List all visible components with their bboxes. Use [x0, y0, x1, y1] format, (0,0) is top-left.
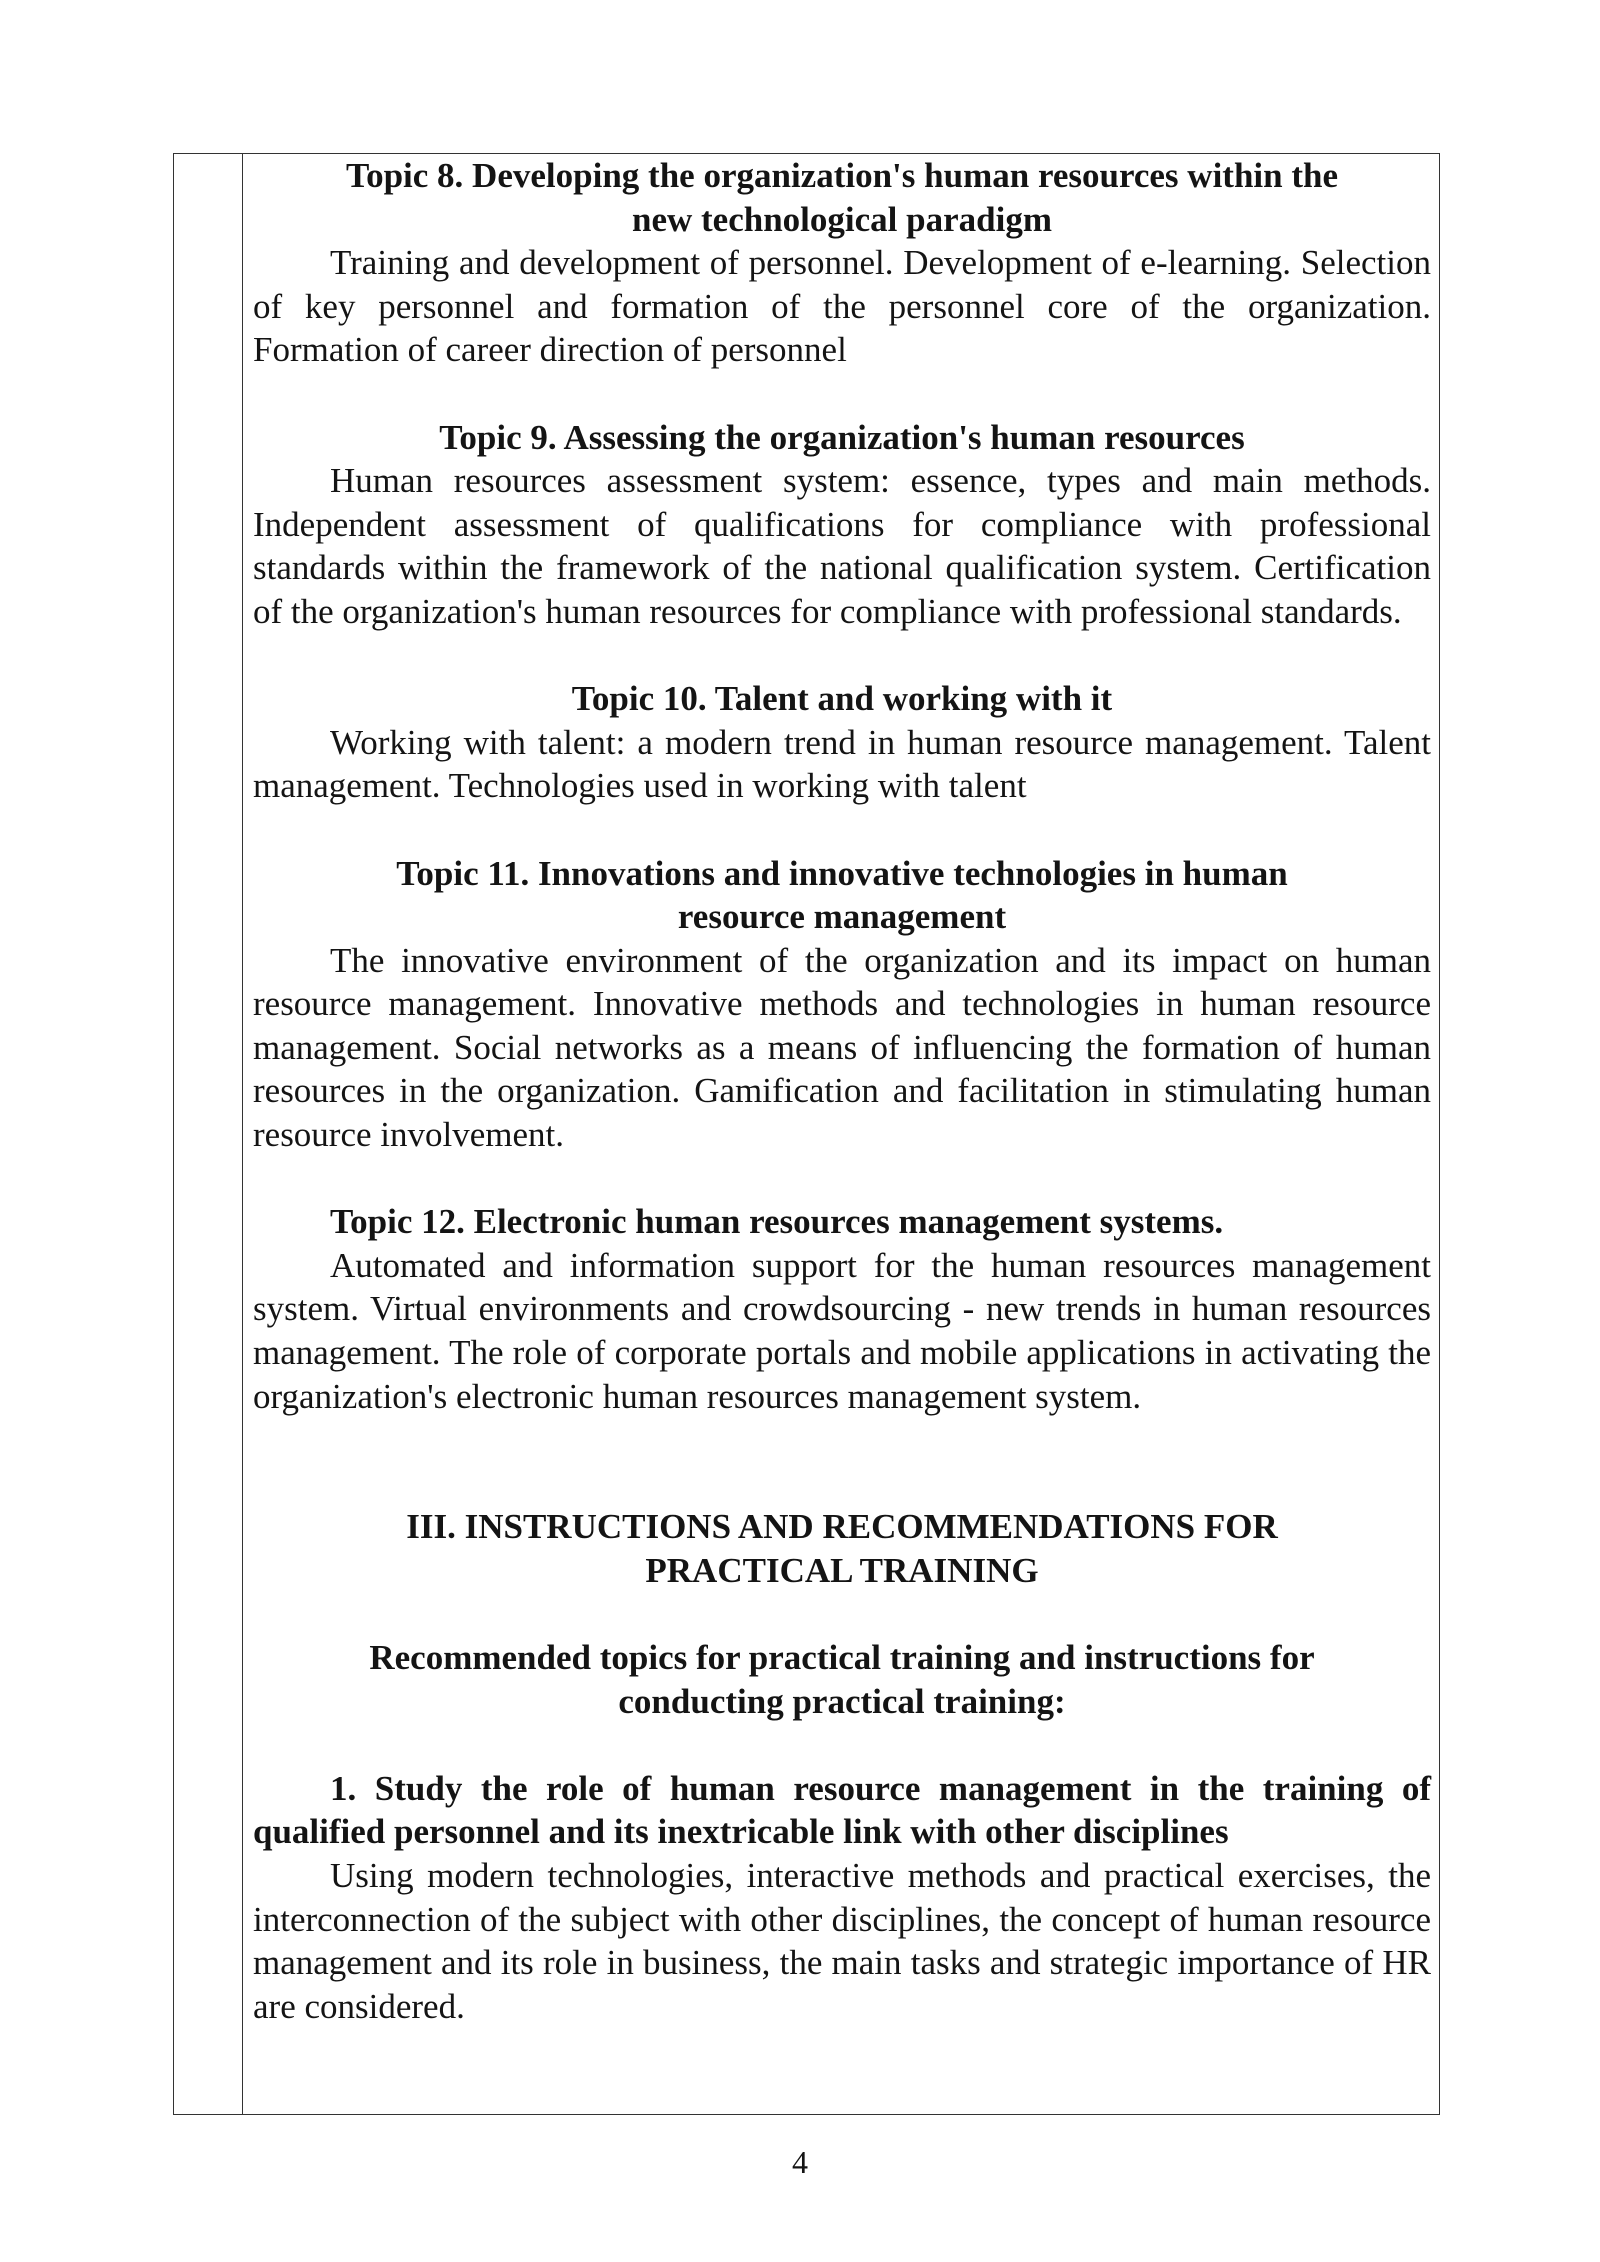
topic-12-body: Automated and information support for the human resources management system. Virtual environments and crowdsourcing - new trends in human resources management. The role of corporate portals and mobile applications in activating the organization's electronic human resources management system. — [253, 1245, 1431, 1416]
item-1-body: Using modern technologies, interactive methods and practical exercises, the interconnection of the subject with other disciplines, the concept of human resource management and its role in business, the main tasks and strategic importance of HR are considered. — [253, 1855, 1431, 2026]
topic-9-body: Human resources assessment system: essence, types and main methods. Independent assessment of qualifications for compliance with professional standards within the framework of the national qualification system. Certification of the organization's human resources for compliance with professional standards. — [253, 461, 1431, 631]
section-subtitle-line-1: Recommended topics for practical training and instructions for — [369, 1638, 1315, 1677]
spacer — [253, 1157, 1431, 1201]
topic-11-title — [253, 852, 1431, 939]
spacer — [253, 808, 1431, 852]
content-table — [173, 153, 1440, 2115]
topic-10-title: Topic 10. Talent and working with it — [571, 679, 1113, 719]
spacer — [253, 1723, 1431, 1767]
spacer — [253, 372, 1431, 416]
spacer — [253, 634, 1431, 678]
topic-11-title-line-1: Topic 11. Innovations and innovative technologies in human — [396, 853, 1288, 893]
section-subtitle-line-2: conducting practical training: — [618, 1681, 1066, 1721]
topic-10-body: Working with talent: a modern trend in human resource management. Talent management. Technologies used in working with talent — [253, 722, 1431, 806]
page-number: 4 — [792, 2144, 808, 2180]
spacer — [253, 1418, 1431, 1505]
section-title-line-2: PRACTICAL TRAINING — [645, 1550, 1039, 1590]
section-title — [253, 1505, 1431, 1592]
left-column — [174, 154, 243, 2114]
topic-9-title: Topic 9. Assessing the organization's human resources — [439, 417, 1245, 457]
topic-8-title-line-1: Topic 8. Developing the organization's human resources within the — [345, 156, 1339, 195]
topic-12-title: Topic 12. Electronic human resources management systems. — [330, 1202, 1224, 1242]
content-cell — [243, 154, 1439, 2114]
spacer — [253, 1592, 1431, 1636]
topic-11-body: The innovative environment of the organization and its impact on human resource management. Innovative methods and technologies in human resource management. Social networks as a means of influencing the formation of human resources in the organization. Gamification and facilitation in stimulating human resource involvement. — [253, 940, 1431, 1155]
item-1-title: 1. Study the role of human resource management in the training of qualified personnel and its inextricable link with other disciplines — [253, 1768, 1431, 1852]
section-subtitle — [253, 1636, 1431, 1723]
topic-8-title-line-2: new technological paradigm — [632, 199, 1052, 239]
topic-11-title-line-2: resource management — [677, 897, 1007, 937]
topic-8-title — [253, 154, 1431, 241]
topic-8-body: Training and development of personnel. Development of e-learning. Selection of key personnel and formation of the personnel core of the organization. Formation of career direction of personnel — [253, 243, 1431, 370]
section-title-line-1: III. INSTRUCTIONS AND RECOMMENDATIONS FOR — [406, 1507, 1278, 1547]
